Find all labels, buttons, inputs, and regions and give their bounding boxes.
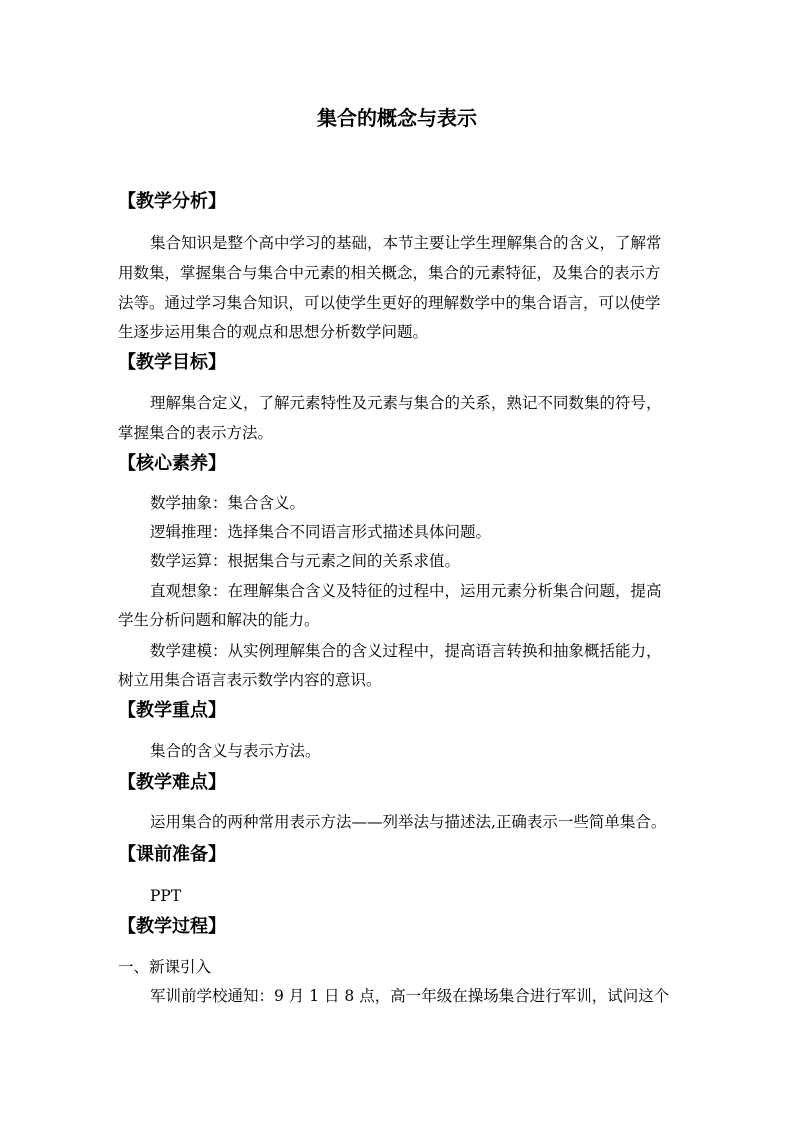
literacy-line-5: 学生分析问题和解决的能力。 xyxy=(118,611,320,629)
analysis-line-4: 生逐步运用集合的观点和思想分析数学问题。 xyxy=(118,323,429,341)
process-line-1: 军训前学校通知：9 月 1 日 8 点，高一年级在操场集合进行军训，试问这个 xyxy=(150,987,670,1005)
literacy-line-3: 数学运算：根据集合与元素之间的关系求值。 xyxy=(150,552,461,570)
analysis-line-1: 集合知识是整个高中学习的基础，本节主要让学生理解集合的含义，了解常 xyxy=(150,234,662,252)
literacy-line-4: 直观想象：在理解集合含义及特征的过程中，运用元素分析集合问题，提高 xyxy=(150,582,662,600)
literacy-line-6: 数学建模：从实例理解集合的含义过程中，提高语言转换和抽象概括能力， xyxy=(150,642,662,660)
heading-teaching-process: 【教学过程】 xyxy=(118,916,226,937)
heading-preparation: 【课前准备】 xyxy=(118,844,226,865)
analysis-line-2: 用数集，掌握集合与集合中元素的相关概念，集合的元素特征，及集合的表示方 xyxy=(118,264,661,282)
key-points-line-1: 集合的含义与表示方法。 xyxy=(150,742,321,760)
heading-teaching-goals: 【教学目标】 xyxy=(118,352,226,373)
literacy-line-2: 逻辑推理：选择集合不同语言形式描述具体问题。 xyxy=(150,523,492,541)
heading-difficulties: 【教学难点】 xyxy=(118,772,226,793)
heading-core-literacy: 【核心素养】 xyxy=(118,453,226,474)
goals-line-1: 理解集合定义，了解元素特性及元素与集合的关系，熟记不同数集的符号， xyxy=(150,394,662,412)
document-title: 集合的概念与表示 xyxy=(317,106,477,130)
preparation-line-1: PPT xyxy=(150,887,182,905)
literacy-line-7: 树立用集合语言表示数学内容的意识。 xyxy=(118,671,382,689)
difficulties-line-1: 运用集合的两种常用表示方法——列举法与描述法,正确表示一些简单集合。 xyxy=(150,813,667,831)
goals-line-2: 掌握集合的表示方法。 xyxy=(118,424,274,442)
literacy-line-1: 数学抽象：集合含义。 xyxy=(150,494,306,512)
heading-key-points: 【教学重点】 xyxy=(118,700,226,721)
analysis-line-3: 法等。通过学习集合知识，可以使学生更好的理解数学中的集合语言，可以使学 xyxy=(118,294,661,312)
process-subheading: 一、新课引入 xyxy=(118,958,212,976)
heading-teaching-analysis: 【教学分析】 xyxy=(118,191,226,212)
